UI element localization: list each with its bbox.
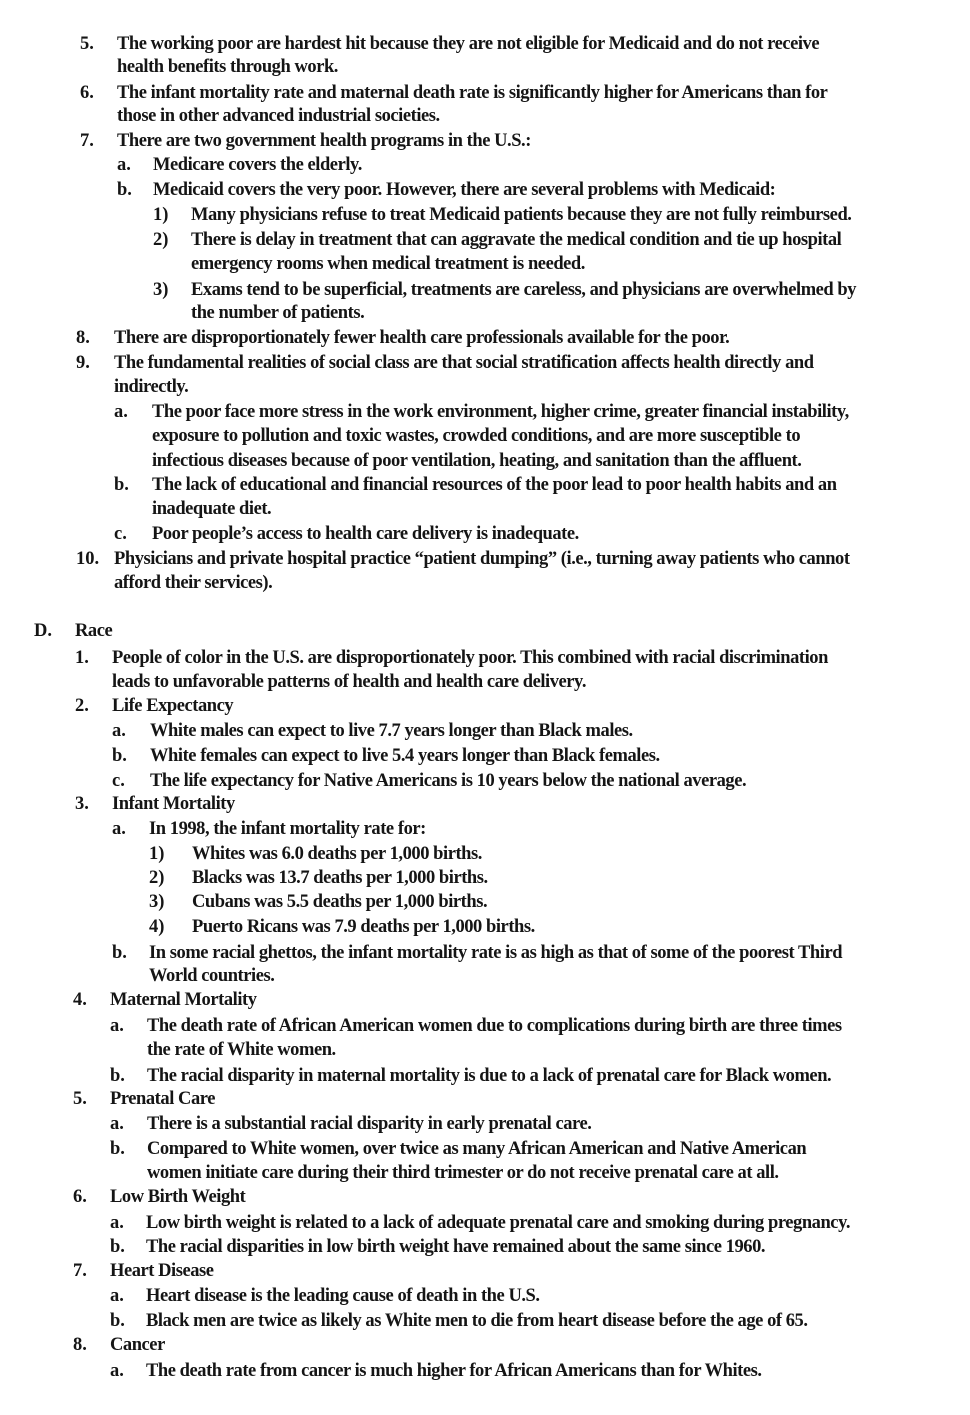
list-marker: 3) xyxy=(149,892,165,912)
list-marker: b. xyxy=(114,475,129,495)
list-marker: b. xyxy=(110,1311,125,1331)
text-line: Black men are twice as likely as White men to die from heart disease before the age of 65. xyxy=(146,1311,808,1331)
list-marker: 7. xyxy=(80,131,94,151)
text-line: exposure to pollution and toxic wastes, crowded conditions, and are more susceptible to xyxy=(152,426,801,446)
text-line: Cubans was 5.5 deaths per 1,000 births. xyxy=(192,892,488,912)
text-line: World countries. xyxy=(149,966,275,986)
list-marker: a. xyxy=(117,155,131,175)
text-line: Whites was 6.0 deaths per 1,000 births. xyxy=(192,844,482,864)
text-line: Race xyxy=(75,621,113,641)
list-marker: 2) xyxy=(149,868,165,888)
list-marker: b. xyxy=(110,1066,125,1086)
text-line: leads to unfavorable patterns of health and health care delivery. xyxy=(112,672,587,692)
list-marker: a. xyxy=(110,1286,124,1306)
list-marker: a. xyxy=(110,1361,124,1381)
text-line: Puerto Ricans was 7.9 deaths per 1,000 births. xyxy=(192,917,535,937)
text-line: White females can expect to live 5.4 years longer than Black females. xyxy=(150,746,660,766)
list-marker: a. xyxy=(110,1114,124,1134)
text-line: The working poor are hardest hit because they are not eligible for Medicaid and do not receive xyxy=(117,34,820,54)
list-marker: c. xyxy=(114,524,127,544)
list-marker: 6. xyxy=(73,1187,87,1207)
text-line: The fundamental realities of social class are that social stratification affects health directly and xyxy=(114,353,814,373)
list-marker: a. xyxy=(112,721,126,741)
list-marker: 2. xyxy=(75,696,89,716)
text-line: Low birth weight is related to a lack of adequate prenatal care and smoking during pregnancy. xyxy=(146,1213,851,1233)
text-line: White males can expect to live 7.7 years longer than Black males. xyxy=(150,721,633,741)
list-marker: 5. xyxy=(73,1089,87,1109)
list-marker: 6. xyxy=(80,83,94,103)
text-line: indirectly. xyxy=(114,377,189,397)
list-marker: 1. xyxy=(75,648,89,668)
text-line: the number of patients. xyxy=(191,303,365,323)
list-marker: 1) xyxy=(149,844,165,864)
text-line: In some racial ghettos, the infant mortality rate is as high as that of some of the poorest Third xyxy=(149,943,843,963)
text-line: Low Birth Weight xyxy=(110,1187,246,1207)
text-line: Life Expectancy xyxy=(112,696,234,716)
text-line: People of color in the U.S. are disproportionately poor. This combined with racial discrimination xyxy=(112,648,828,668)
list-marker: 10. xyxy=(76,549,100,569)
list-marker: b. xyxy=(112,943,127,963)
text-line: Infant Mortality xyxy=(112,794,235,814)
text-line: The life expectancy for Native Americans is 10 years below the national average. xyxy=(150,771,747,791)
text-line: Medicaid covers the very poor. However, there are several problems with Medicaid: xyxy=(153,180,776,200)
list-marker: D. xyxy=(34,621,52,641)
text-line: Medicare covers the elderly. xyxy=(153,155,362,175)
list-marker: a. xyxy=(110,1016,124,1036)
text-line: Prenatal Care xyxy=(110,1089,215,1109)
text-line: afford their services). xyxy=(114,573,273,593)
text-line: In 1998, the infant mortality rate for: xyxy=(149,819,426,839)
text-line: Cancer xyxy=(110,1335,165,1355)
text-line: Poor people’s access to health care delivery is inadequate. xyxy=(152,524,579,544)
text-line: The poor face more stress in the work environment, higher crime, greater financial instability, xyxy=(152,402,849,422)
text-line: The death rate of African American women due to complications during birth are three times xyxy=(147,1016,842,1036)
text-line: emergency rooms when medical treatment is needed. xyxy=(191,254,585,274)
list-marker: b. xyxy=(110,1237,125,1257)
text-line: There are disproportionately fewer health care professionals available for the poor. xyxy=(114,328,730,348)
list-marker: 9. xyxy=(76,353,90,373)
text-line: The racial disparities in low birth weight have remained about the same since 1960. xyxy=(146,1237,766,1257)
list-marker: 1) xyxy=(153,205,169,225)
list-marker: 7. xyxy=(73,1261,87,1281)
text-line: Physicians and private hospital practice “patient dumping” (i.e., turning away patients who cannot xyxy=(114,549,850,569)
text-line: those in other advanced industrial societies. xyxy=(117,106,440,126)
text-line: Blacks was 13.7 deaths per 1,000 births. xyxy=(192,868,488,888)
list-marker: 3) xyxy=(153,280,169,300)
list-marker: 3. xyxy=(75,794,89,814)
text-line: Maternal Mortality xyxy=(110,990,257,1010)
text-line: Many physicians refuse to treat Medicaid patients because they are not fully reimbursed. xyxy=(191,205,852,225)
text-line: The death rate from cancer is much higher for African Americans than for Whites. xyxy=(146,1361,762,1381)
list-marker: a. xyxy=(112,819,126,839)
text-line: There are two government health programs in the U.S.: xyxy=(117,131,531,151)
text-line: inadequate diet. xyxy=(152,499,272,519)
text-line: There is delay in treatment that can aggravate the medical condition and tie up hospital xyxy=(191,230,842,250)
text-line: Heart disease is the leading cause of death in the U.S. xyxy=(146,1286,540,1306)
text-line: Heart Disease xyxy=(110,1261,214,1281)
text-line: health benefits through work. xyxy=(117,57,338,77)
list-marker: c. xyxy=(112,771,125,791)
list-marker: 5. xyxy=(80,34,94,54)
list-marker: a. xyxy=(114,402,128,422)
list-marker: a. xyxy=(110,1213,124,1233)
text-line: The racial disparity in maternal mortality is due to a lack of prenatal care for Black women. xyxy=(147,1066,832,1086)
text-line: There is a substantial racial disparity in early prenatal care. xyxy=(147,1114,592,1134)
text-line: The infant mortality rate and maternal death rate is significantly higher for Americans than for xyxy=(117,83,828,103)
text-line: Exams tend to be superficial, treatments are careless, and physicians are overwhelmed by xyxy=(191,280,857,300)
list-marker: b. xyxy=(117,180,132,200)
list-marker: 8. xyxy=(73,1335,87,1355)
list-marker: 2) xyxy=(153,230,169,250)
text-line: women initiate care during their third trimester or do not receive prenatal care at all. xyxy=(147,1163,779,1183)
list-marker: b. xyxy=(112,746,127,766)
list-marker: b. xyxy=(110,1139,125,1159)
text-line: The lack of educational and financial resources of the poor lead to poor health habits and an xyxy=(152,475,837,495)
text-line: Compared to White women, over twice as many African American and Native American xyxy=(147,1139,807,1159)
list-marker: 4. xyxy=(73,990,87,1010)
list-marker: 4) xyxy=(149,917,165,937)
list-marker: 8. xyxy=(76,328,90,348)
text-line: the rate of White women. xyxy=(147,1040,336,1060)
text-line: infectious diseases because of poor ventilation, heating, and sanitation than the affluent. xyxy=(152,451,802,471)
